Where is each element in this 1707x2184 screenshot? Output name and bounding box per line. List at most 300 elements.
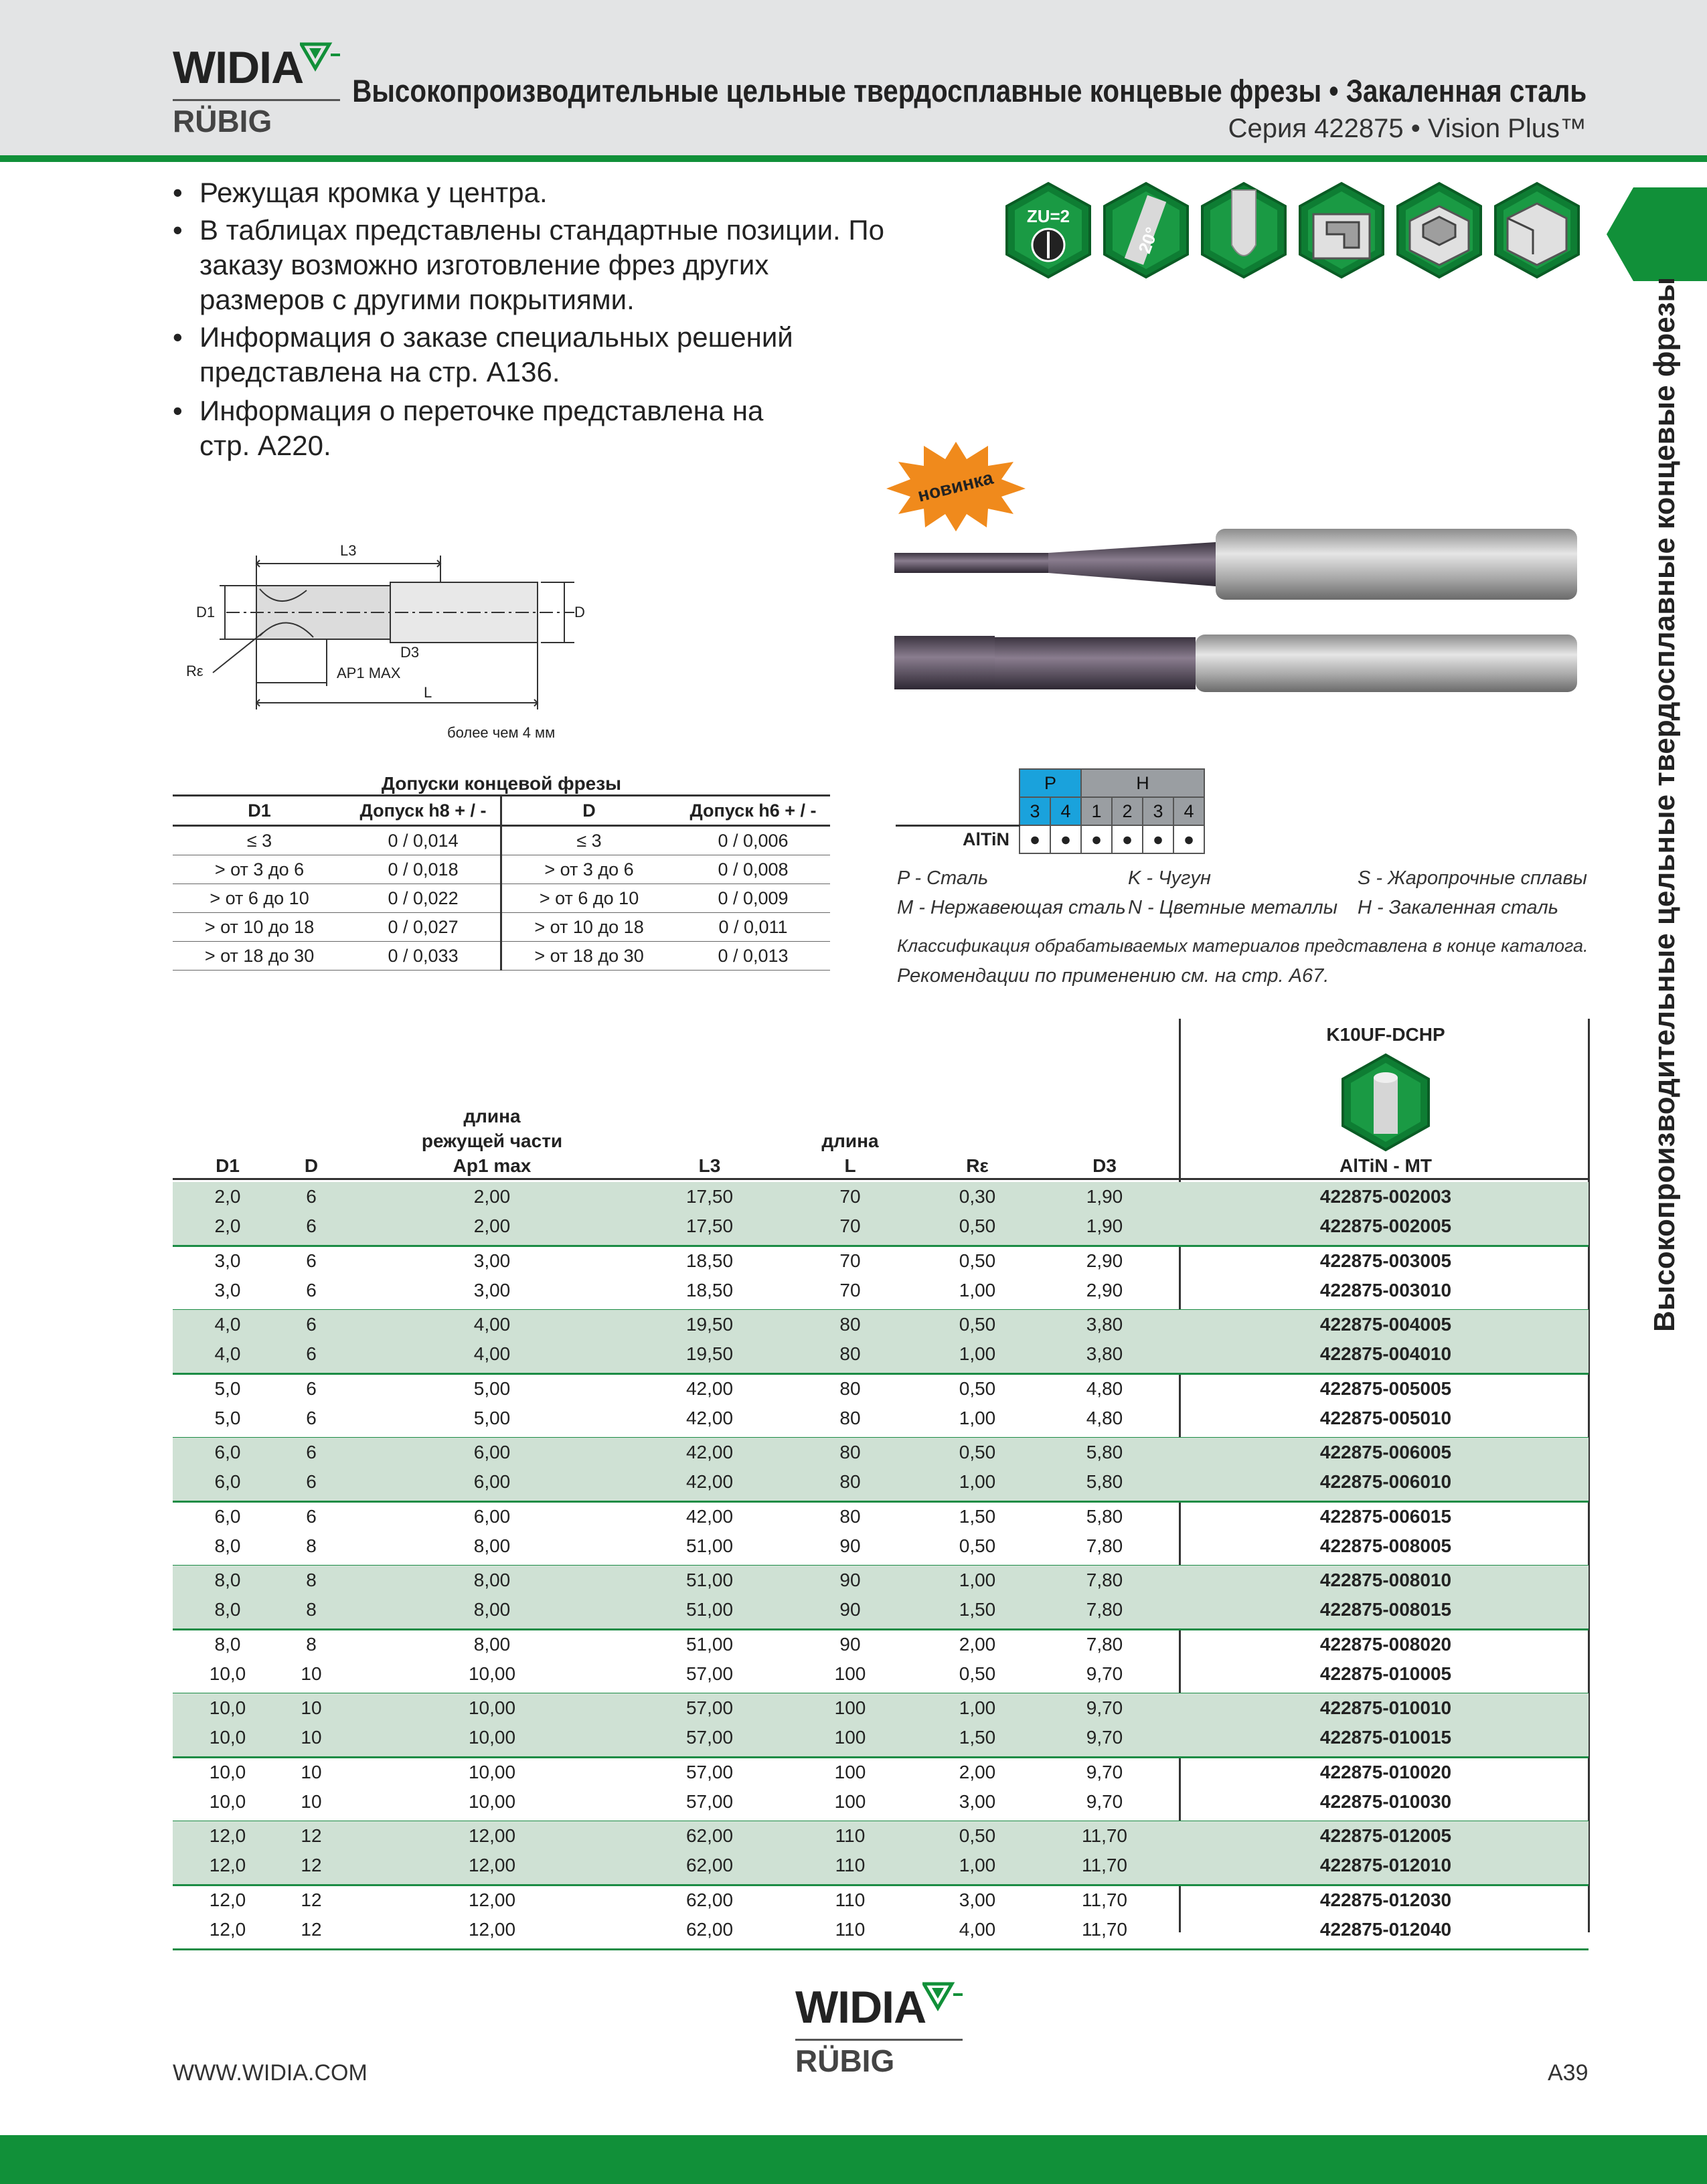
material-mark: ●	[1020, 825, 1050, 853]
table-row	[173, 1211, 1589, 1241]
table-cell: 8,0	[214, 1535, 241, 1556]
table-cell: 12	[301, 1825, 322, 1846]
table-cell: 11,70	[1082, 1889, 1127, 1910]
table-cell: 6	[306, 1407, 317, 1428]
table-cell: 3,00	[473, 1279, 511, 1300]
col-ap1-line2: режущей части	[421, 1130, 563, 1151]
table-cell: 12,0	[209, 1889, 246, 1910]
table-cell: 5,00	[473, 1407, 511, 1428]
table-cell: 100	[834, 1727, 866, 1748]
table-cell: 2,90	[1086, 1250, 1123, 1271]
table-cell: 5,0	[214, 1377, 241, 1399]
table-cell: 10	[301, 1790, 322, 1812]
table-cell: 0,50	[959, 1250, 996, 1271]
table-cell: 42,00	[685, 1505, 734, 1527]
tool-photo-1	[894, 529, 1584, 602]
col-d3: D3	[1092, 1155, 1117, 1176]
table-row-group	[173, 1885, 1589, 1950]
table-cell: 12	[301, 1918, 322, 1940]
table-row	[173, 1182, 1589, 1211]
table-cell: 9,70	[1086, 1663, 1123, 1684]
order-code: 422875-006010	[1319, 1471, 1452, 1492]
table-cell: 6,00	[473, 1471, 511, 1492]
table-cell: 3,0	[214, 1279, 241, 1300]
tolerance-header-h8: Допуск h8 + / -	[346, 796, 501, 826]
table-row	[173, 1723, 1589, 1752]
table-cell: 1,00	[959, 1855, 996, 1875]
table-cell: 110	[835, 1889, 866, 1910]
order-code: 422875-004005	[1319, 1314, 1452, 1335]
table-cell: 6	[306, 1186, 317, 1207]
tolerance-row: > от 18 до 30 0 / 0,033 > от 18 до 30 0 / 0,013	[173, 942, 830, 971]
table-cell: 6,00	[473, 1442, 511, 1462]
legend-s: S - Жаропрочные сплавы	[1358, 867, 1587, 889]
table-cell: 2,00	[473, 1215, 511, 1236]
table-cell: 2,00	[959, 1761, 996, 1782]
drawing-label-l3: L3	[340, 542, 357, 559]
table-cell: 51,00	[685, 1570, 734, 1590]
order-code: 422875-003005	[1319, 1250, 1452, 1271]
table-cell: 8,0	[214, 1599, 241, 1620]
table-cell: 3,00	[473, 1250, 511, 1271]
table-cell: 3,00	[959, 1790, 996, 1812]
table-cell: 8	[306, 1535, 317, 1556]
table-cell: 10	[301, 1727, 322, 1748]
table-row-group	[173, 1502, 1589, 1567]
helix-angle-icon	[1102, 181, 1190, 280]
bullet-3: • Информация о заказе специальных решений представлена на стр. A136.	[173, 321, 793, 388]
ball-nose-icon	[1200, 181, 1288, 280]
table-row	[173, 1276, 1589, 1305]
tolerance-row: > от 3 до 6 0 / 0,018 > от 3 до 6 0 / 0,008	[173, 855, 830, 884]
order-code: 422875-008005	[1319, 1535, 1452, 1556]
table-row-group	[173, 1758, 1589, 1823]
table-cell: 2,90	[1086, 1279, 1123, 1300]
order-code: 422875-010020	[1319, 1761, 1452, 1782]
tolerance-row: > от 10 до 18 0 / 0,027 > от 10 до 18 0 / 0,011	[173, 913, 830, 942]
material-mark: ●	[1143, 825, 1173, 853]
table-cell: 3,0	[214, 1250, 241, 1271]
page-number: A39	[1548, 2060, 1589, 2086]
table-cell: 62,00	[685, 1825, 734, 1846]
table-cell: 12,00	[468, 1889, 516, 1910]
table-cell: 4,80	[1086, 1377, 1123, 1399]
legend-n: N - Цветные металлы	[1128, 897, 1338, 918]
table-cell: 10,00	[468, 1790, 516, 1812]
table-cell: 0,50	[959, 1377, 996, 1399]
table-cell: 8,00	[473, 1599, 511, 1620]
footer-url[interactable]: WWW.WIDIA.COM	[173, 2060, 368, 2086]
table-cell: 19,50	[685, 1343, 734, 1364]
material-mark: ●	[1173, 825, 1204, 853]
table-cell: 0,30	[959, 1186, 996, 1207]
table-cell: 7,80	[1086, 1570, 1123, 1590]
table-cell: 0,50	[959, 1535, 996, 1556]
table-cell: 8,0	[214, 1633, 241, 1655]
table-cell: 6,00	[473, 1505, 511, 1527]
table-cell: 100	[834, 1697, 866, 1718]
table-cell: 6	[306, 1471, 317, 1492]
table-cell: 11,70	[1082, 1855, 1127, 1875]
table-cell: 8,0	[214, 1570, 241, 1590]
table-cell: 5,80	[1086, 1442, 1123, 1462]
table-cell: 80	[839, 1505, 861, 1527]
table-cell: 70	[839, 1250, 861, 1271]
table-cell: 12	[301, 1855, 322, 1875]
col-l-line1: длина	[821, 1130, 879, 1151]
pocket-milling-icon	[1297, 181, 1386, 280]
table-cell: 9,70	[1086, 1697, 1123, 1718]
table-cell: 8	[306, 1570, 317, 1590]
bullet-4: • Информация о переточке представлена на стр. A220.	[173, 395, 764, 461]
table-cell: 42,00	[685, 1442, 734, 1462]
table-row-group	[173, 1182, 1589, 1247]
logo-widia-text: WIDIA	[173, 42, 304, 93]
footer-logo	[795, 1981, 969, 2082]
table-cell: 4,00	[473, 1314, 511, 1335]
col-d: D	[304, 1155, 319, 1176]
table-cell: 10,00	[468, 1697, 516, 1718]
order-code: 422875-008010	[1319, 1570, 1452, 1590]
coating-header: AlTiN - MT	[1339, 1155, 1432, 1176]
material-group-p: P	[1020, 769, 1081, 797]
table-row	[173, 1566, 1589, 1595]
table-cell: 100	[834, 1761, 866, 1782]
table-row	[173, 1531, 1589, 1561]
table-cell: 12	[301, 1889, 322, 1910]
order-code: 422875-012030	[1319, 1889, 1452, 1910]
table-cell: 12,00	[468, 1825, 516, 1846]
material-mark: ●	[1112, 825, 1143, 853]
table-cell: 2,0	[214, 1186, 241, 1207]
table-row	[173, 1595, 1589, 1624]
table-cell: 90	[839, 1570, 861, 1590]
table-row	[173, 1502, 1589, 1531]
order-code: 422875-008020	[1319, 1633, 1452, 1655]
table-cell: 12,0	[209, 1918, 246, 1940]
order-code: 422875-005005	[1319, 1377, 1452, 1399]
table-cell: 4,00	[959, 1918, 996, 1940]
table-cell: 57,00	[685, 1761, 734, 1782]
grade-header: K10UF-DCHP	[1326, 1024, 1445, 1045]
table-cell: 5,00	[473, 1377, 511, 1399]
table-cell: 10,00	[468, 1727, 516, 1748]
table-cell: 12,0	[209, 1855, 246, 1875]
new-badge-text: новинка	[915, 467, 995, 506]
order-code: 422875-012040	[1319, 1918, 1452, 1940]
table-cell: 12,0	[209, 1825, 246, 1846]
grade-hex-icon	[1340, 1052, 1431, 1153]
material-mark: ●	[1050, 825, 1081, 853]
order-code: 422875-012010	[1319, 1855, 1452, 1875]
table-cell: 1,00	[959, 1407, 996, 1428]
table-cell: 7,80	[1086, 1599, 1123, 1620]
table-row	[173, 1851, 1589, 1880]
table-row-group	[173, 1693, 1589, 1758]
table-cell: 57,00	[685, 1663, 734, 1684]
table-cell: 17,50	[685, 1186, 734, 1207]
table-cell: 4,00	[473, 1343, 511, 1364]
table-cell: 70	[839, 1215, 861, 1236]
tolerance-header-d: D	[501, 796, 676, 826]
table-cell: 3,80	[1086, 1343, 1123, 1364]
table-cell: 6	[306, 1343, 317, 1364]
table-cell: 1,90	[1086, 1186, 1123, 1207]
table-cell: 42,00	[685, 1471, 734, 1492]
materials-note: Классификация обрабатываемых материалов представлена в конце каталога.	[897, 936, 1589, 956]
table-row	[173, 1885, 1589, 1915]
table-cell: 5,0	[214, 1407, 241, 1428]
table-cell: 62,00	[685, 1855, 734, 1875]
table-cell: 9,70	[1086, 1761, 1123, 1782]
table-cell: 11,70	[1082, 1825, 1127, 1846]
material-grid: P H 3 4 1 2 3 4 AlTiN ● ● ● ● ● ●	[896, 768, 1205, 854]
footer-logo-rubig-text: RÜBIG	[795, 2043, 895, 2078]
application-note: Рекомендации по применению см. на стр. A67.	[897, 965, 1329, 987]
table-cell: 8,00	[473, 1535, 511, 1556]
drawing-label-ap1: AP1 MAX	[337, 665, 401, 681]
order-code: 422875-002005	[1319, 1215, 1452, 1236]
table-cell: 18,50	[685, 1250, 734, 1271]
table-cell: 0,50	[959, 1215, 996, 1236]
table-cell: 10,0	[209, 1761, 246, 1782]
table-row-group	[173, 1246, 1589, 1311]
header-rule	[0, 155, 1707, 162]
table-cell: 10,0	[209, 1663, 246, 1684]
table-cell: 51,00	[685, 1633, 734, 1655]
bullet-2: • В таблицах представлены стандартные позиции. По заказу возможно изготовление фрез других размеров с другими покрытиями.	[173, 214, 884, 315]
table-cell: 10	[301, 1697, 322, 1718]
table-row	[173, 1758, 1589, 1787]
order-code: 422875-005010	[1319, 1407, 1452, 1428]
table-row	[173, 1374, 1589, 1404]
table-row	[173, 1339, 1589, 1369]
table-row	[173, 1915, 1589, 1944]
table-row-group	[173, 1566, 1589, 1630]
order-code: 422875-002003	[1319, 1186, 1452, 1207]
table-cell: 100	[834, 1790, 866, 1812]
table-cell: 17,50	[685, 1215, 734, 1236]
tolerance-header-d1: D1	[173, 796, 346, 826]
drawing-label-d1: D1	[196, 604, 216, 620]
tolerance-header-h6: Допуск h6 + / -	[676, 796, 830, 826]
table-cell: 80	[839, 1471, 861, 1492]
table-cell: 10	[301, 1761, 322, 1782]
table-cell: 2,00	[959, 1633, 996, 1655]
table-cell: 1,00	[959, 1697, 996, 1718]
table-cell: 42,00	[685, 1407, 734, 1428]
table-cell: 1,50	[959, 1727, 996, 1748]
table-row	[173, 1787, 1589, 1817]
table-row-group	[173, 1821, 1589, 1886]
helix-angle-label: 20°	[1134, 224, 1163, 256]
footer-bar	[0, 2135, 1707, 2184]
table-cell: 3,00	[959, 1889, 996, 1910]
page-title: Высокопроизводительные цельные твердосплавные концевые фрезы • Закаленная сталь	[351, 73, 1587, 108]
table-cell: 9,70	[1086, 1727, 1123, 1748]
table-cell: 10,00	[468, 1761, 516, 1782]
table-row	[173, 1659, 1589, 1689]
table-cell: 80	[839, 1442, 861, 1462]
table-cell: 6	[306, 1250, 317, 1271]
teeth-count-icon	[1004, 181, 1092, 280]
drawing-label-re: Rε	[186, 663, 204, 679]
logo-rubig-text: RÜBIG	[173, 104, 272, 139]
drawing-label-d: D	[574, 604, 585, 620]
tolerance-table	[173, 773, 830, 971]
table-cell: 80	[839, 1407, 861, 1428]
tolerance-caption: Допуски концевой фрезы	[173, 773, 830, 796]
legend-k: K - Чугун	[1128, 867, 1211, 889]
table-cell: 1,50	[959, 1599, 996, 1620]
table-cell: 1,00	[959, 1570, 996, 1590]
material-group-h: H	[1081, 769, 1204, 797]
table-cell: 80	[839, 1377, 861, 1399]
table-cell: 10,00	[468, 1663, 516, 1684]
legend-m: M - Нержавеющая сталь	[897, 897, 1126, 918]
order-code: 422875-010015	[1319, 1727, 1452, 1748]
col-l: L	[844, 1155, 856, 1176]
drawing-note: более чем 4 мм	[447, 724, 556, 741]
table-cell: 2,0	[214, 1215, 241, 1236]
table-cell: 8	[306, 1633, 317, 1655]
table-cell: 10,0	[209, 1697, 246, 1718]
table-cell: 8,00	[473, 1633, 511, 1655]
header-logo	[173, 41, 343, 142]
table-cell: 6	[306, 1314, 317, 1335]
table-row	[173, 1310, 1589, 1339]
order-code: 422875-008015	[1319, 1599, 1452, 1620]
table-row	[173, 1404, 1589, 1433]
table-cell: 7,80	[1086, 1535, 1123, 1556]
table-cell: 7,80	[1086, 1633, 1123, 1655]
new-badge-icon	[882, 439, 1030, 533]
order-code: 422875-006005	[1319, 1442, 1452, 1462]
table-cell: 2,00	[473, 1186, 511, 1207]
order-code: 422875-010010	[1319, 1697, 1452, 1718]
tolerance-row: > от 6 до 10 0 / 0,022 > от 6 до 10 0 / 0,009	[173, 884, 830, 913]
logo-divider	[173, 99, 340, 101]
table-row	[173, 1821, 1589, 1851]
material-coating-label: AlTiN	[896, 825, 1020, 853]
drawing-label-d3: D3	[400, 644, 420, 661]
table-cell: 5,80	[1086, 1505, 1123, 1527]
table-cell: 9,70	[1086, 1790, 1123, 1812]
end-mill-drawing	[173, 535, 681, 750]
table-cell: 70	[839, 1279, 861, 1300]
table-cell: 4,0	[214, 1314, 241, 1335]
slot-milling-icon	[1395, 181, 1483, 280]
table-row-group	[173, 1310, 1589, 1375]
col-d1: D1	[216, 1155, 240, 1176]
table-cell: 12,00	[468, 1855, 516, 1875]
order-code: 422875-010005	[1319, 1663, 1452, 1684]
tool-photo-2	[894, 629, 1584, 703]
teeth-count-label: ZU=2	[1026, 206, 1070, 226]
table-cell: 4,0	[214, 1343, 241, 1364]
section-tab	[1607, 187, 1707, 281]
table-cell: 12,00	[468, 1918, 516, 1940]
tolerance-row: ≤ 3 0 / 0,014 ≤ 3 0 / 0,006	[173, 826, 830, 855]
table-cell: 0,50	[959, 1442, 996, 1462]
table-row	[173, 1438, 1589, 1467]
drawing-label-l: L	[424, 684, 432, 701]
table-cell: 18,50	[685, 1279, 734, 1300]
table-cell: 0,50	[959, 1663, 996, 1684]
table-row	[173, 1693, 1589, 1723]
table-cell: 110	[835, 1918, 866, 1940]
table-cell: 6	[306, 1442, 317, 1462]
table-cell: 90	[839, 1599, 861, 1620]
order-code: 422875-004010	[1319, 1343, 1452, 1364]
table-cell: 4,80	[1086, 1407, 1123, 1428]
legend-p: P - Сталь	[897, 867, 989, 889]
table-cell: 6,0	[214, 1471, 241, 1492]
col-ap1: Ap1 max	[453, 1155, 532, 1176]
table-cell: 90	[839, 1633, 861, 1655]
col-re: Rε	[966, 1155, 989, 1176]
bullet-1: • Режущая кромка у центра.	[173, 177, 548, 208]
table-cell: 6	[306, 1505, 317, 1527]
footer-widia-triangle-icon	[922, 1981, 965, 2012]
order-code: 422875-010030	[1319, 1790, 1452, 1812]
table-cell: 62,00	[685, 1918, 734, 1940]
table-cell: 80	[839, 1314, 861, 1335]
table-row-group	[173, 1438, 1589, 1503]
table-cell: 1,90	[1086, 1215, 1123, 1236]
side-section-title: Высокопроизводительные цельные твердосплавные концевые фрезы	[1648, 276, 1681, 1332]
order-code: 422875-012005	[1319, 1825, 1452, 1846]
order-code: 422875-006015	[1319, 1505, 1452, 1527]
table-cell: 110	[835, 1825, 866, 1846]
table-cell: 0,50	[959, 1314, 996, 1335]
table-cell: 51,00	[685, 1599, 734, 1620]
table-cell: 3,80	[1086, 1314, 1123, 1335]
table-cell: 70	[839, 1186, 861, 1207]
table-cell: 6	[306, 1377, 317, 1399]
order-code: 422875-003010	[1319, 1279, 1452, 1300]
table-row	[173, 1630, 1589, 1659]
table-row-group	[173, 1630, 1589, 1695]
table-cell: 57,00	[685, 1697, 734, 1718]
table-cell: 0,50	[959, 1825, 996, 1846]
col-l3: L3	[698, 1155, 721, 1176]
legend-h: H - Закаленная сталь	[1358, 897, 1558, 918]
widia-triangle-icon	[300, 41, 343, 72]
table-row-group	[173, 1374, 1589, 1439]
table-cell: 5,80	[1086, 1471, 1123, 1492]
table-cell: 1,00	[959, 1471, 996, 1492]
col-ap1-line1: длина	[463, 1106, 521, 1126]
table-cell: 1,00	[959, 1279, 996, 1300]
table-cell: 110	[835, 1855, 866, 1875]
footer-logo-widia-text: WIDIA	[795, 1982, 926, 2033]
material-mark: ●	[1081, 825, 1112, 853]
table-cell: 42,00	[685, 1377, 734, 1399]
footer-logo-divider	[795, 2039, 963, 2041]
table-cell: 8	[306, 1599, 317, 1620]
table-cell: 62,00	[685, 1889, 734, 1910]
shoulder-milling-icon	[1493, 181, 1581, 280]
table-cell: 57,00	[685, 1727, 734, 1748]
table-cell: 100	[834, 1663, 866, 1684]
series-subtitle: Серия 422875 • Vision Plus™	[1228, 114, 1587, 143]
table-header-rule	[173, 1178, 1589, 1180]
table-cell: 8,00	[473, 1570, 511, 1590]
table-cell: 1,50	[959, 1505, 996, 1527]
table-row	[173, 1467, 1589, 1497]
table-cell: 57,00	[685, 1790, 734, 1812]
